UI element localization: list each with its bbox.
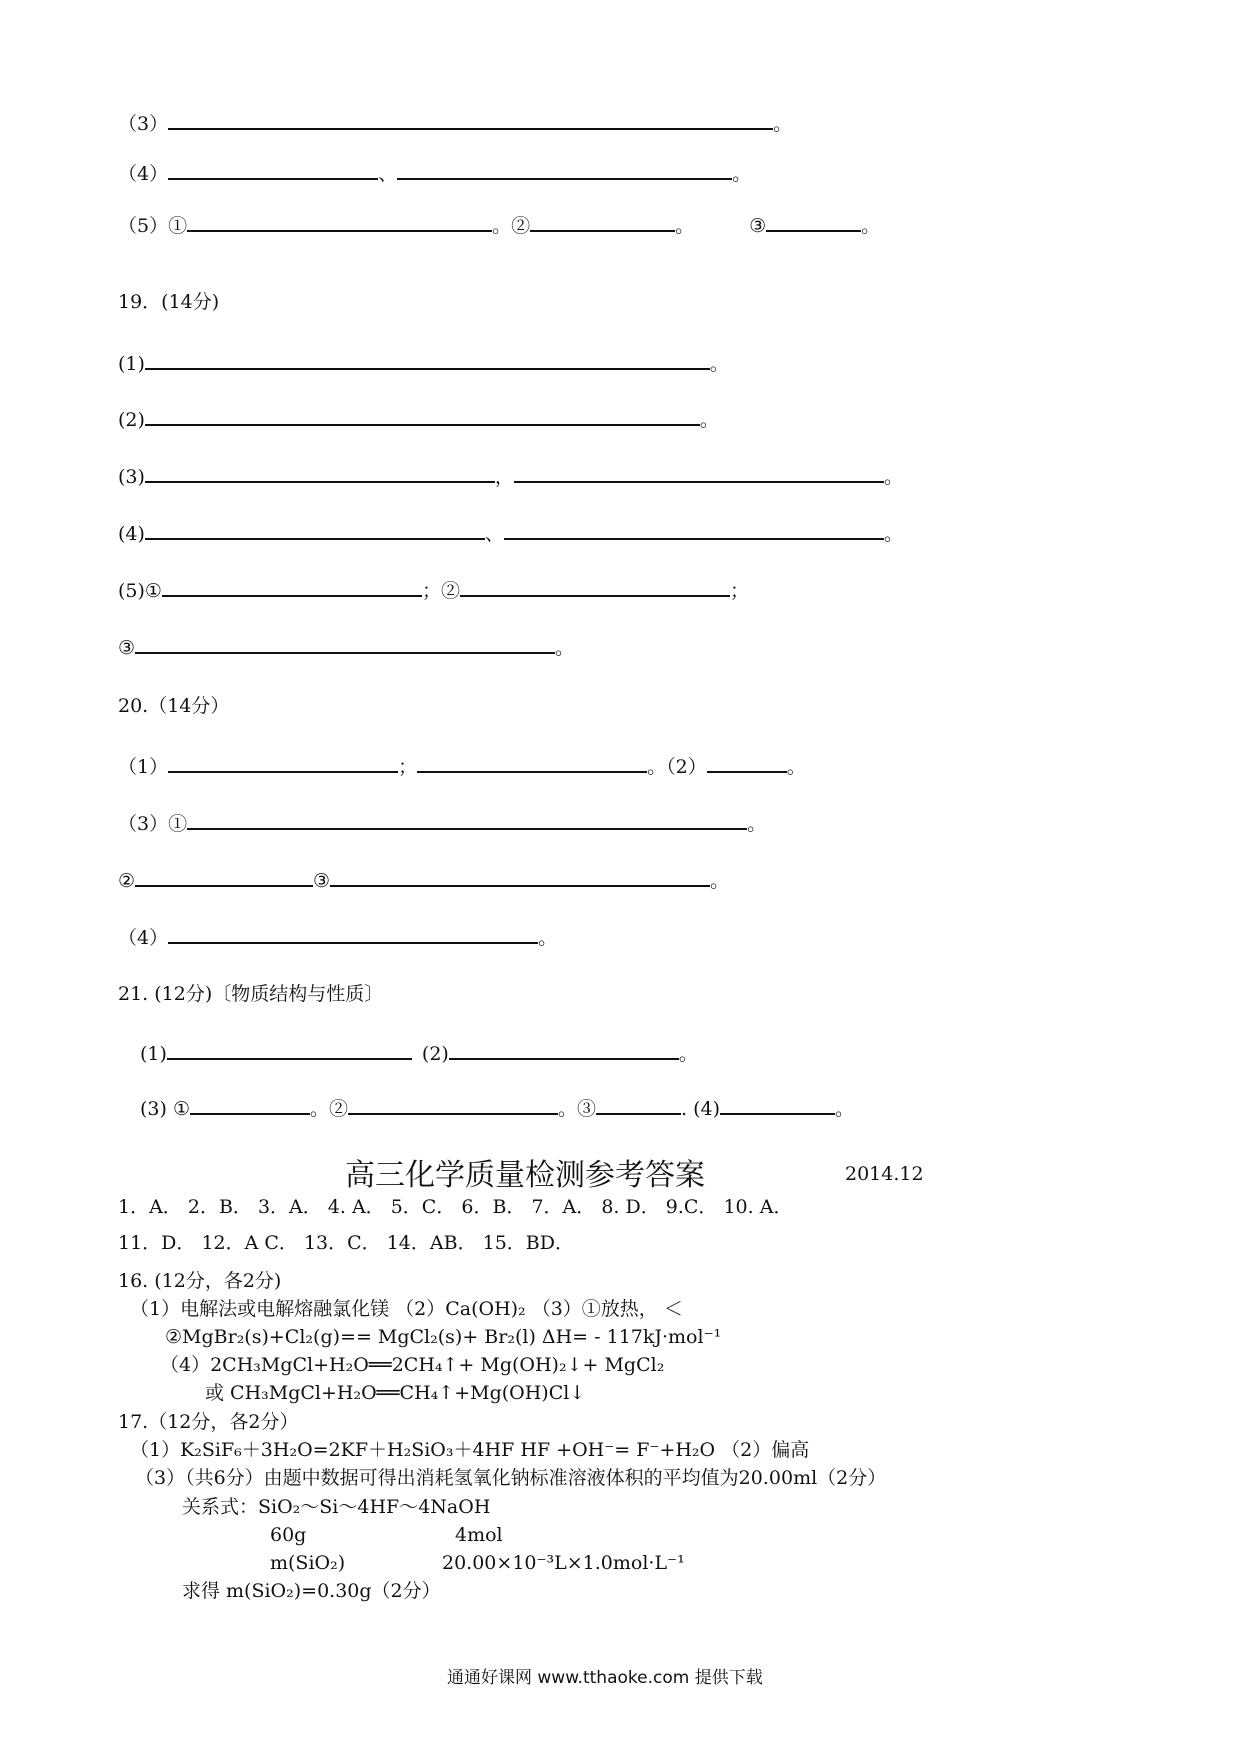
q19-heading: 19．(14分) (118, 291, 220, 313)
answer-blank[interactable] (397, 160, 732, 180)
answer-blank[interactable] (596, 1095, 681, 1115)
q20-line-3: （3）① 。 (118, 810, 766, 836)
mc-answers-row-1: 1．A． 2．B． 3．A． 4. A． 5．C． 6．B． 7．A． 8. D． 9.C． 10. A． (118, 1196, 793, 1218)
answer-blank[interactable] (449, 1040, 679, 1060)
answer-blank[interactable] (145, 350, 710, 370)
answer-blank[interactable] (145, 520, 485, 540)
q18-line-5: （5）① 。② 。 ③ 。 (118, 212, 880, 238)
q19-line-5: (5)① ；② ； (118, 577, 749, 603)
answer-blank[interactable] (460, 577, 730, 597)
q16-answer-line-1: （1）电解法或电解熔融氯化镁 （2）Ca(OH)₂ （3）①放热， ＜ (130, 1298, 683, 1320)
q16-answer-line-2: ②MgBr₂(s)+Cl₂(g)== MgCl₂(s)+ Br₂(l) ΔH= - 117kJ·mol⁻¹ (165, 1326, 722, 1348)
q19-line-2: (2) 。 (118, 406, 719, 432)
answer-blank[interactable] (514, 463, 884, 483)
mc-answers-row-2: 11．D． 12．A C． 13．C． 14．AB． 15．BD． (118, 1232, 574, 1254)
q17-answer-line-1: （1）K₂SiF₆＋3H₂O=2KF＋H₂SiO₃＋4HF HF +OH⁻= F⁻+H₂O （2）偏高 (130, 1439, 810, 1461)
q18-line-3: （3） 。 (118, 110, 792, 136)
answer-blank[interactable] (187, 810, 747, 830)
q20-heading: 20.（14分） (118, 695, 230, 717)
answer-blank[interactable] (720, 1095, 835, 1115)
answer-blank[interactable] (330, 867, 710, 887)
q18-line-4: （4） 、 。 (118, 160, 751, 186)
q20-line-3b: ② ③ 。 (118, 867, 729, 893)
answer-blank[interactable] (348, 1095, 558, 1115)
answer-blank[interactable] (135, 634, 555, 654)
answer-blank[interactable] (168, 110, 773, 130)
answer-blank[interactable] (707, 753, 787, 773)
q19-line-3: (3) ， 。 (118, 463, 903, 489)
answer-blank[interactable] (187, 212, 492, 232)
q17-answer-line-2: （3）（共6分）由题中数据可得出消耗氢氧化钠标准溶液体积的平均值为20.00ml（2分） (135, 1467, 887, 1489)
answer-blank[interactable] (168, 160, 378, 180)
q17-answer-heading: 17.（12分，各2分） (118, 1411, 299, 1433)
answer-blank[interactable] (168, 753, 398, 773)
answer-blank[interactable] (190, 1095, 310, 1115)
q21-line-1: (1) (2) 。 (140, 1040, 698, 1066)
q17-answer-line-4a: 60g (270, 1524, 307, 1546)
answer-blank[interactable] (135, 867, 313, 887)
answer-key-title: 高三化学质量检测参考答案 (345, 1158, 705, 1193)
q21-heading: 21. (12分)〔物质结构与性质〕 (118, 983, 384, 1005)
answer-blank[interactable] (145, 463, 495, 483)
q20-line-4: （4） 。 (118, 924, 557, 950)
q20-line-1: （1） ； 。（2） 。 (118, 753, 806, 779)
answer-blank[interactable] (530, 212, 675, 232)
answer-blank[interactable] (168, 924, 538, 944)
q17-answer-line-5b: 20.00×10⁻³L×1.0mol·L⁻¹ (442, 1552, 685, 1574)
answer-blank[interactable] (167, 1040, 412, 1060)
q21-line-3: (3) ① 。② 。③ . (4) 。 (140, 1095, 854, 1121)
q16-answer-line-4: 或 CH₃MgCl+H₂O══CH₄↑+Mg(OH)Cl↓ (205, 1382, 586, 1404)
answer-blank[interactable] (145, 406, 700, 426)
q16-answer-heading: 16. (12分，各2分) (118, 1270, 282, 1292)
answer-blank[interactable] (162, 577, 422, 597)
q17-answer-line-3: 关系式：SiO₂～Si～4HF～4NaOH (182, 1496, 491, 1518)
q16-answer-line-3: （4）2CH₃MgCl+H₂O══2CH₄↑+ Mg(OH)₂↓+ MgCl₂ (160, 1354, 665, 1376)
answer-blank[interactable] (766, 212, 861, 232)
q17-answer-line-5a: m(SiO₂) (270, 1552, 346, 1574)
footer-download-notice: 通通好课网 www.tthaoke.com 提供下载 (447, 1668, 763, 1688)
answer-blank[interactable] (417, 753, 647, 773)
q17-answer-line-6: 求得 m(SiO₂)=0.30g（2分） (182, 1580, 441, 1602)
q19-line-4: (4) 、 。 (118, 520, 903, 546)
answer-key-date: 2014.12 (845, 1163, 924, 1185)
q19-line-6: ③ 。 (118, 634, 574, 660)
q17-answer-line-4b: 4mol (455, 1524, 503, 1546)
answer-blank[interactable] (504, 520, 884, 540)
q19-line-1: (1) 。 (118, 350, 729, 376)
